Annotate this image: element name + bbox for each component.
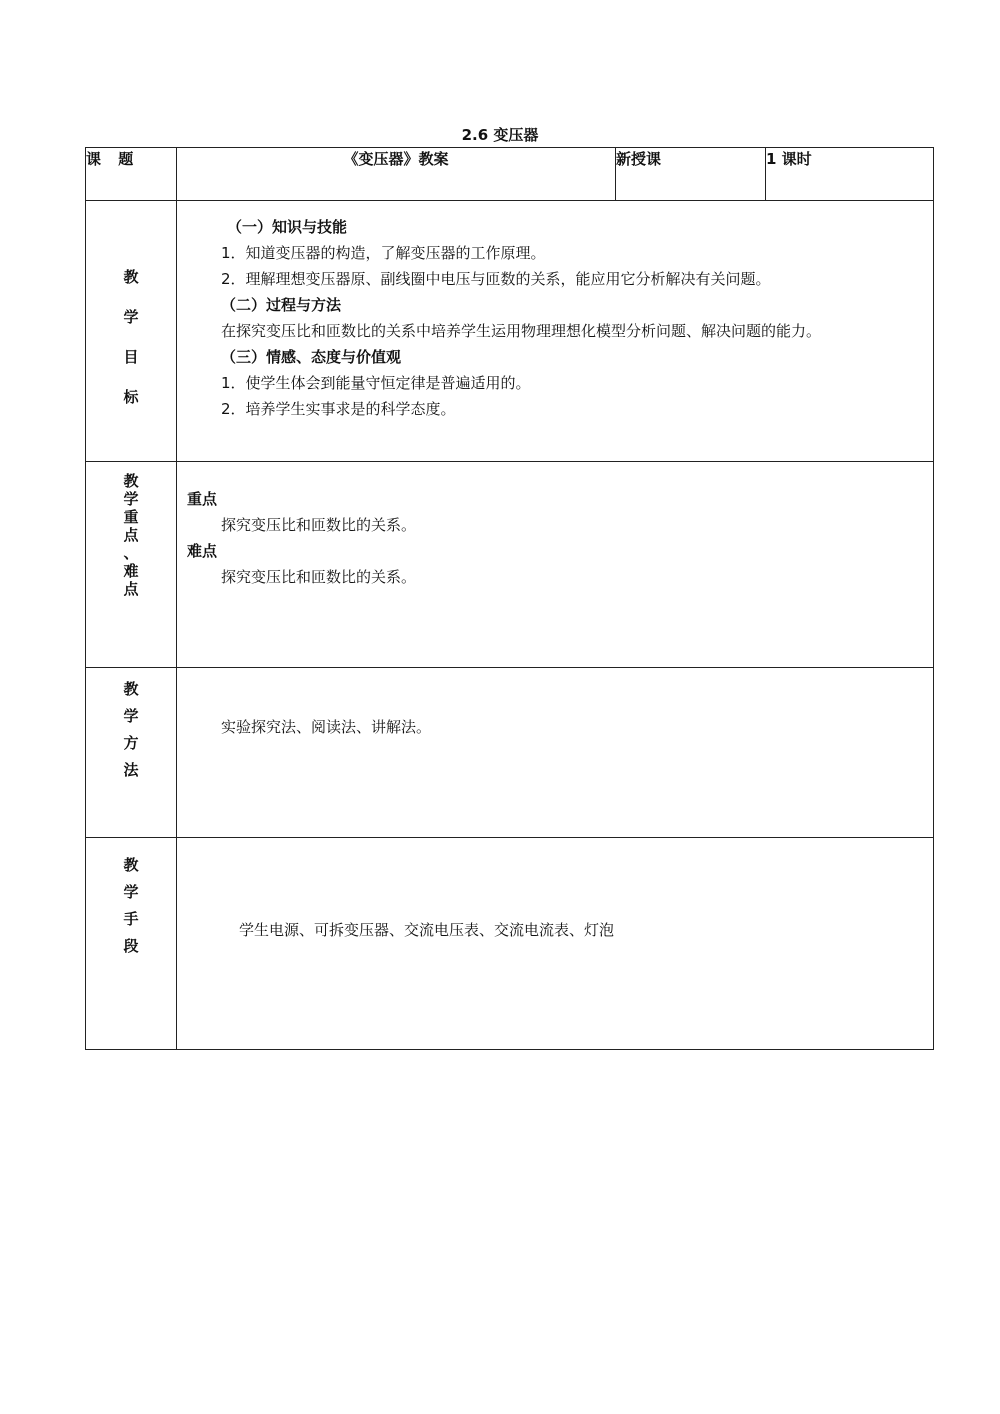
objectives-label — [86, 201, 177, 462]
key-points-row — [86, 462, 934, 668]
key-points-content — [177, 462, 934, 668]
objective-line: 2．理解理想变压器原、副线圈中电压与匝数的关系，能应用它分析解决有关问题。 — [221, 270, 771, 288]
document-heading: 2.6 变压器 — [461, 126, 539, 144]
objectives-label-char: 教 — [123, 268, 139, 286]
objective-line: 1．知道变压器的构造，了解变压器的工作原理。 — [221, 244, 546, 262]
lesson-hours: 1 课时 — [766, 148, 934, 201]
key-points-label-char: 重 — [123, 508, 139, 526]
methods-label-char: 法 — [123, 761, 139, 779]
objective-line: 在探究变压比和匝数比的关系中培养学生运用物理理想化模型分析问题、解决问题的能力。 — [221, 322, 822, 340]
difficulty-label: 难点 — [187, 542, 218, 560]
objectives-label-char: 目 — [123, 348, 139, 366]
objective-line: 1．使学生体会到能量守恒定律是普遍适用的。 — [221, 374, 531, 392]
objective-line: 2．培养学生实事求是的科学态度。 — [221, 400, 456, 418]
key-points-label-char: 、 — [123, 544, 139, 562]
means-text: 学生电源、可拆变压器、交流电压表、交流电流表、灯泡 — [239, 921, 615, 939]
key-points-label-char: 学 — [123, 490, 139, 508]
methods-row — [86, 668, 934, 838]
objectives-row — [86, 201, 934, 462]
emphasis-label: 重点 — [187, 490, 218, 508]
means-label-char: 学 — [123, 883, 139, 901]
header-row — [86, 148, 934, 201]
section-heading: （二）过程与方法 — [221, 296, 342, 314]
emphasis-text: 探究变压比和匝数比的关系。 — [221, 516, 417, 534]
lesson-title: 《变压器》教案 — [177, 148, 616, 201]
key-points-label-char: 教 — [123, 472, 139, 490]
means-label-char: 手 — [123, 910, 139, 928]
difficulty-text: 探究变压比和匝数比的关系。 — [221, 568, 417, 586]
objectives-label-char: 标 — [123, 388, 139, 406]
means-label-char: 段 — [123, 937, 139, 955]
methods-label-char: 学 — [123, 707, 139, 725]
lesson-plan-table — [85, 147, 934, 1050]
objectives-content — [177, 201, 934, 462]
methods-label-char: 方 — [123, 734, 139, 752]
key-points-label-char: 点 — [123, 580, 139, 598]
methods-text: 实验探究法、阅读法、讲解法。 — [221, 718, 432, 736]
methods-label — [86, 668, 177, 838]
topic-label: 课 题 — [86, 148, 177, 201]
key-points-label — [86, 462, 177, 668]
section-heading: （三）情感、态度与价值观 — [221, 348, 402, 366]
means-label-char: 教 — [123, 856, 139, 874]
methods-label-char: 教 — [123, 680, 139, 698]
key-points-label-char: 难 — [123, 562, 139, 580]
lesson-type: 新授课 — [616, 148, 766, 201]
key-points-label-char: 点 — [123, 526, 139, 544]
methods-content — [177, 668, 934, 838]
objectives-label-char: 学 — [123, 308, 139, 326]
means-label — [86, 838, 177, 1050]
section-heading: （一）知识与技能 — [227, 218, 348, 236]
means-content — [177, 838, 934, 1050]
means-row — [86, 838, 934, 1050]
